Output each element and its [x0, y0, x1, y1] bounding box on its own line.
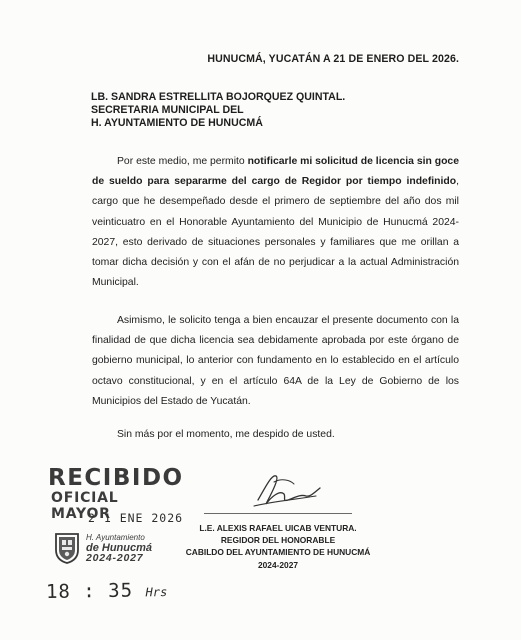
- signature-line: [204, 513, 352, 514]
- signer-title-line1: REGIDOR DEL HONORABLE: [220, 535, 336, 546]
- addressee-institution: H. AYUNTAMIENTO DE HUNUCMÁ: [91, 117, 263, 129]
- signature-icon: [236, 466, 324, 514]
- handwritten-time-value: 18 : 35: [45, 579, 134, 604]
- handwritten-time-suffix: Hrs: [145, 584, 168, 600]
- stamp-institution-line2: de Hunucmá: [86, 542, 153, 554]
- paragraph-legal-basis: Asimismo, le solicito tenga a bien encauzar el presente documento con la finalidad de que dicha licencia sea debidamente aprobada por este órgano de gobierno municipal, lo anterior con fundamento en lo establecido en el artículo octavo constitucional, y en el artículo 64A de la Ley de Gobierno de los Municipios del Estado de Yucatán.: [92, 315, 459, 407]
- paragraph-request-highlight: notificarle mi solicitud de licencia sin goce de sueldo para separarme del cargo de Regidor por tiempo indefinido: [92, 156, 459, 188]
- stamp-office-label: OFICIAL MAYOR: [51, 490, 119, 522]
- paragraph-request-rest: , cargo que he desempeñado desde el primero de septiembre del año dos mil veinticuatro en el Honorable Ayuntamiento del Municipio de Hunucmá 2024-2027, esto derivado de situaciones personales y familiares que me orillan a tomar dicha decisión y con el afán de no perjudicar a la actual Administración Municipal.: [92, 176, 459, 289]
- stamp-date: 2 1 ENE 2026: [88, 511, 184, 525]
- signer-name: L.E. ALEXIS RAFAEL UICAB VENTURA.: [199, 523, 357, 533]
- handwritten-time: [46, 579, 168, 603]
- signer-period: 2024-2027: [257, 559, 299, 570]
- paragraph-request-intro: Por este medio, me permito: [117, 156, 248, 167]
- paragraph-request: [92, 152, 459, 293]
- addressee-name: LB. SANDRA ESTRELLITA BOJORQUEZ QUINTAL.: [91, 91, 346, 103]
- municipal-seal-icon: [54, 532, 80, 564]
- stamp-institution: [86, 533, 152, 563]
- addressee-position: SECRETARIA MUNICIPAL DEL: [91, 104, 244, 116]
- signer-block: [178, 522, 378, 571]
- reception-stamp: [48, 465, 184, 564]
- stamp-institution-period: 2024-2027: [86, 552, 144, 564]
- stamp-institution-line1: H. Ayuntamiento: [86, 533, 145, 542]
- date-line: HUNUCMÁ, YUCATÁN A 21 DE ENERO DEL 2026.: [207, 53, 459, 65]
- signer-title-line2: CABILDO DEL AYUNTAMIENTO DE HUNUCMÁ: [185, 547, 371, 558]
- addressee-block: [91, 91, 345, 130]
- stamp-received-label: RECIBIDO: [48, 465, 184, 491]
- paragraph-closing: Sin más por el momento, me despido de usted.: [117, 429, 335, 440]
